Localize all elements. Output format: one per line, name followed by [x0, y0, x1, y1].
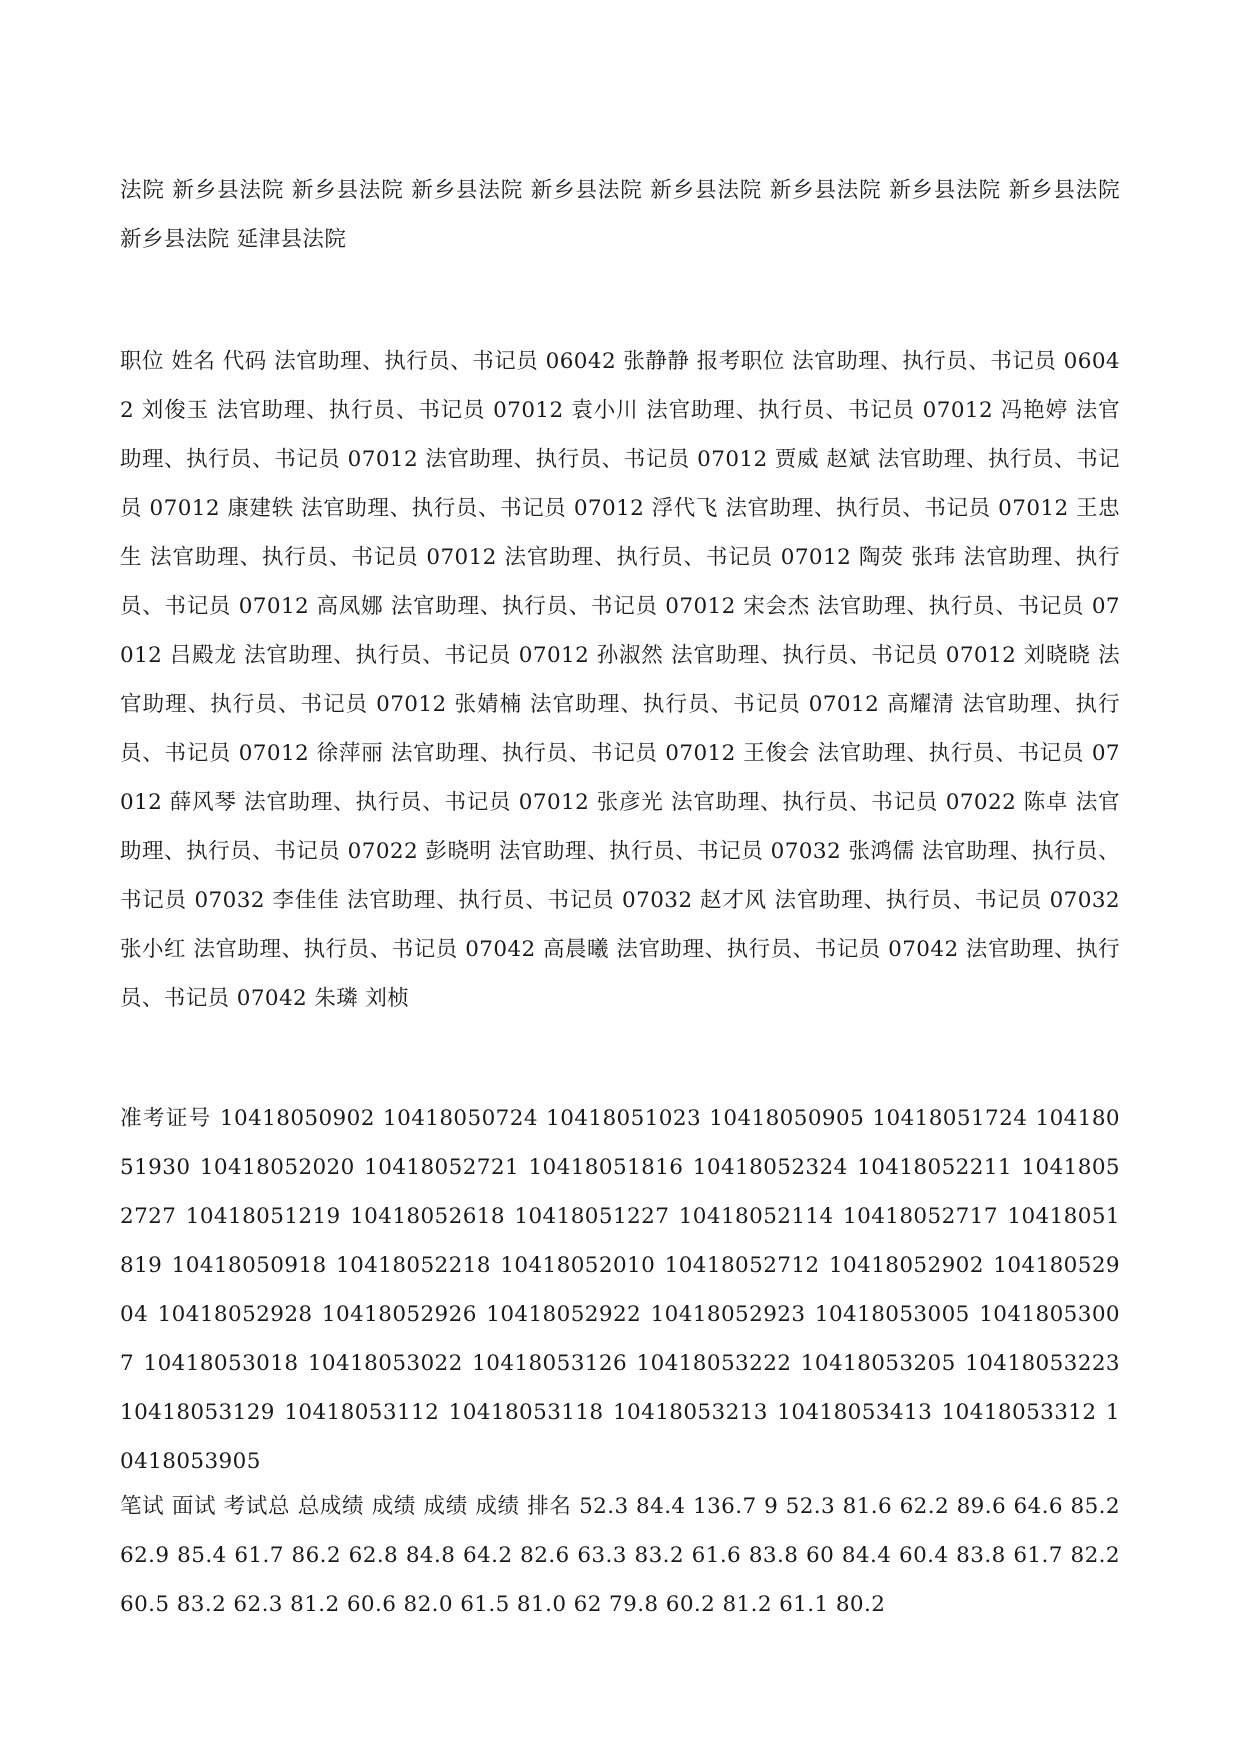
positions-names-paragraph: 职位 姓名 代码 法官助理、执行员、书记员 06042 张静静 报考职位 法官助理、执行员、书记员 06042 刘俊玉 法官助理、执行员、书记员 07012 袁小川 法官助理、执行员、书记员 07012 冯艳婷 法官助理、执行员、书记员 07012 法官助理、执行员、书记员 07012 贾威 赵斌 法官助理、执行员、书记员 07012 康建轶 法官助理、执行员、书记员 07012 浮代飞 法官助理、执行员、书记员 07012 王忠生 法官助理、执行员、书记员 07012 法官助理、执行员、书记员 07012 陶荧 张玮 法官助理、执行员、书记员 07012 高凤娜 法官助理、执行员、书记员 07012 宋会杰 法官助理、执行员、书记员 07012 吕殿龙 法官助理、执行员、书记员 07012 孙淑然 法官助理、执行员、书记员 07012 刘晓晓 法官助理、执行员、书记员 07012 张婧楠 法官助理、执行员、书记员 07012 高耀清 法官助理、执行员、书记员 07012 徐萍丽 法官助理、执行员、书记员 07012 王俊会 法官助理、执行员、书记员 07012 薛风琴 法官助理、执行员、书记员 07012 张彦光 法官助理、执行员、书记员 07022 陈卓 法官助理、执行员、书记员 07022 彭晓明 法官助理、执行员、书记员 07032 张鸿儒 法官助理、执行员、书记员 07032 李佳佳 法官助理、执行员、书记员 07032 赵才风 法官助理、执行员、书记员 07032 张小红 法官助理、执行员、书记员 07042 高晨曦 法官助理、执行员、书记员 07042 法官助理、执行员、书记员 07042 朱璘 刘桢 [120, 349, 1120, 1011]
exam-ids-paragraph: 准考证号 10418050902 10418050724 10418051023 10418050905 10418051724 10418051930 10418052020 10418052721 10418051816 10418052324 10418052211 10418052727 10418051219 10418052618 10418051227 10418052114 10418052717 10418051819 10418050918 10418052218 10418052010 10418052712 10418052902 10418052904 10418052928 10418052926 10418052922 10418052923 10418053005 10418053007 10418053018 10418053022 10418053126 10418053222 10418053205 10418053223 10418053129 10418053112 10418053118 10418053213 10418053413 10418053312 10418053905 [120, 1106, 1120, 1474]
scores-paragraph: 笔试 面试 考试总 总成绩 成绩 成绩 成绩 排名 52.3 84.4 136.7 9 52.3 81.6 62.2 89.6 64.6 85.2 62.9 85.4 61.7 86.2 62.8 84.8 64.2 82.6 63.3 83.2 61.6 83.8 60 84.4 60.4 83.8 61.7 82.2 60.5 83.2 62.3 81.2 60.6 82.0 61.5 81.0 62 79.8 60.2 81.2 61.1 80.2 [120, 1494, 1120, 1617]
court-names-paragraph: 法院 新乡县法院 新乡县法院 新乡县法院 新乡县法院 新乡县法院 新乡县法院 新乡县法院 新乡县法院 新乡县法院 延津县法院 [120, 178, 1120, 252]
